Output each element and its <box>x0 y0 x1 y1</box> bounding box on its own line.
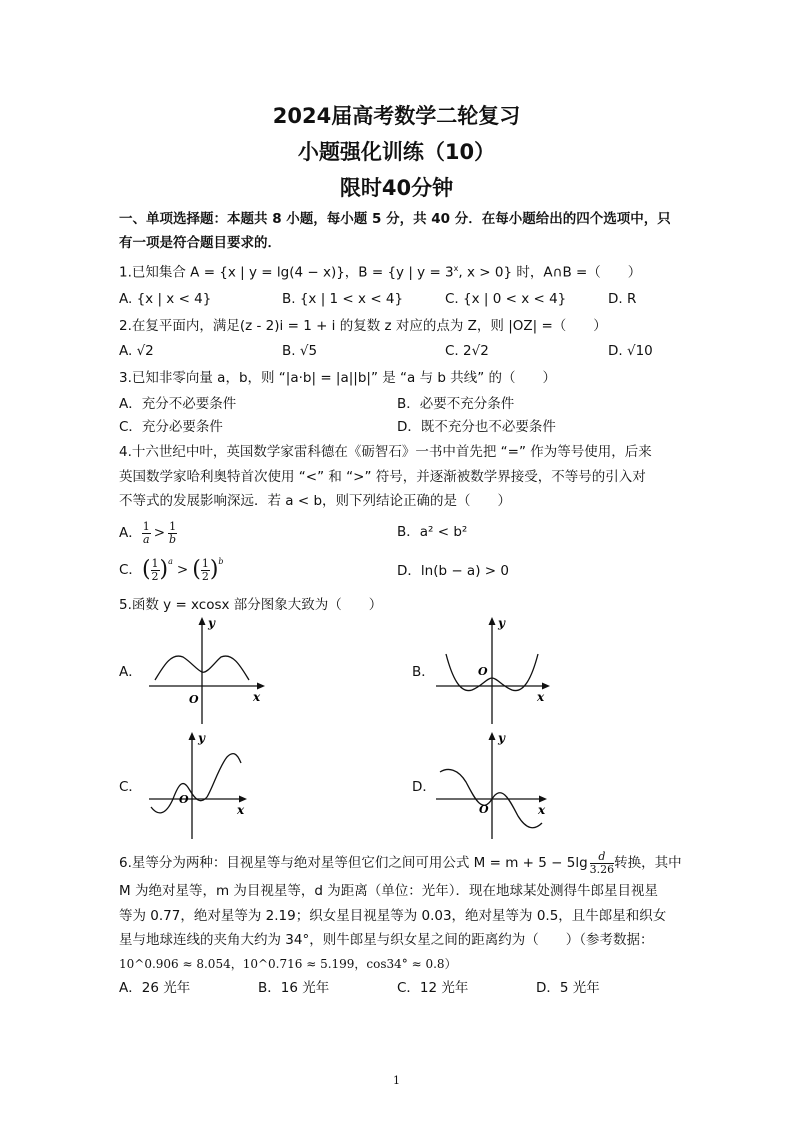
graph-c-y-label: y <box>198 731 205 745</box>
graph-d-x-label: x <box>538 803 546 817</box>
question-6-option-b[interactable]: B．16 光年 <box>258 980 330 996</box>
question-4-line3: 不等式的发展影响深远．若 a < b，则下列结论正确的是（ ） <box>119 493 512 509</box>
question-5-stem: 5.函数 y = xcosx 部分图象大致为（ ） <box>119 597 383 613</box>
graph-d-origin-label: O <box>479 803 489 816</box>
question-1-option-a[interactable]: A. {x | x < 4} <box>119 291 212 307</box>
section-heading-line2: 有一项是符合题目要求的． <box>119 235 281 251</box>
question-1-option-b[interactable]: B. {x | 1 < x < 4} <box>282 291 404 307</box>
graph-option-a[interactable] <box>145 612 270 727</box>
question-4-option-c[interactable]: C． ( $\frac{1}{2}$ ) $^a$ > ( $\frac{1}{2}$ ) $^b$ <box>119 556 224 583</box>
section-heading-line1: 一、单项选择题：本题共 8 小题，每小题 5 分，共 40 分．在每小题给出的四个选项中，只 <box>119 211 671 227</box>
graph-a-x-label: x <box>253 690 261 704</box>
graph-option-c[interactable] <box>145 727 270 842</box>
graph-b-origin-label: O <box>478 665 488 678</box>
question-3-option-b[interactable]: B．必要不充分条件 <box>397 396 515 412</box>
question-6-option-a[interactable]: A．26 光年 <box>119 980 191 996</box>
sub-title: 小题强化训练（10） <box>297 140 496 164</box>
graph-b-y-label: y <box>498 616 505 630</box>
main-title: 2024届高考数学二轮复习 <box>272 104 521 128</box>
question-6-line3: 等为 0.77，绝对星等为 2.19；织女星目视星等为 0.03，绝对星等为 0.5，且牛郎星和织女 <box>119 908 667 924</box>
question-4-line1: 4.十六世纪中叶，英国数学家雷科德在《砺智石》一书中首先把 “=” 作为等号使用，后来 <box>119 444 652 460</box>
question-6-line2: M 为绝对星等，m 为目视星等，d 为距离（单位：光年）．现在地球某处测得牛郎星目视星 <box>119 883 658 899</box>
question-3-option-a[interactable]: A．充分不必要条件 <box>119 396 237 412</box>
graph-d-y-label: y <box>498 731 505 745</box>
graph-a-y-label: y <box>208 616 215 630</box>
question-3-stem: 3.已知非零向量 a，b，则 “|a·b| = |a||b|” 是 “a 与 b 共线” 的（ ） <box>119 370 557 386</box>
question-4-option-a[interactable]: A． $\frac{1}{a}$ > $\frac{1}{b}$ <box>119 519 177 546</box>
graph-option-d[interactable] <box>432 727 557 842</box>
question-5-option-a-label[interactable]: A． <box>119 664 142 680</box>
question-5-option-d-label[interactable]: D． <box>412 779 436 795</box>
question-2-option-a[interactable]: A. √2 <box>119 343 154 359</box>
question-2-option-d[interactable]: D. √10 <box>608 343 653 359</box>
graph-option-b[interactable] <box>432 612 557 727</box>
question-6-line4: 星与地球连线的夹角大约为 34°，则牛郎星与织女星之间的距离约为（ ）（参考数据： <box>119 932 654 948</box>
question-6-option-c[interactable]: C．12 光年 <box>397 980 469 996</box>
question-6-option-d[interactable]: D．5 光年 <box>536 980 600 996</box>
question-1-option-c[interactable]: C. {x | 0 < x < 4} <box>445 291 567 307</box>
question-1-stem: 1.已知集合 A = {x | y = lg(4 − x)}，B = {y | $y = 3^x$, x > 0} 时，A∩B =（ ） <box>119 264 642 281</box>
question-6-reference-data: 10^0.906 ≈ 8.054，10^0.716 ≈ 5.199，cos34° ≈ 0.8） <box>119 957 457 971</box>
page-number: 1 <box>393 1074 400 1087</box>
question-6-line1: 6.星等分为两种：目视星等与绝对星等但它们之间可用公式 M = m + 5 − 5lg $\frac{d}{3.26}$ 转换，其中 <box>119 849 682 876</box>
graph-c-origin-label: O <box>179 793 189 806</box>
question-3-option-d[interactable]: D．既不充分也不必要条件 <box>397 419 556 435</box>
question-1-option-d[interactable]: D. R <box>608 291 637 307</box>
graph-a-origin-label: O <box>189 693 199 706</box>
question-2-stem: 2.在复平面内，满足(z - 2)i = 1 + i 的复数 z 对应的点为 Z，则 |OZ| =（ ） <box>119 318 607 334</box>
question-4-option-b[interactable]: B．a² < b² <box>397 524 468 540</box>
graph-c-x-label: x <box>237 803 245 817</box>
question-3-option-c[interactable]: C．充分必要条件 <box>119 419 223 435</box>
question-5-option-c-label[interactable]: C． <box>119 779 142 795</box>
time-limit-title: 限时40分钟 <box>339 176 454 200</box>
question-4-line2: 英国数学家哈利奥特首次使用 “<” 和 “>” 符号，并逐渐被数学界接受，不等号的引入对 <box>119 469 646 485</box>
question-2-option-b[interactable]: B. √5 <box>282 343 318 359</box>
question-2-option-c[interactable]: C. 2√2 <box>445 343 489 359</box>
graph-b-x-label: x <box>537 690 545 704</box>
question-5-option-b-label[interactable]: B． <box>412 664 435 680</box>
question-4-option-d[interactable]: D．ln(b − a) > 0 <box>397 563 509 579</box>
